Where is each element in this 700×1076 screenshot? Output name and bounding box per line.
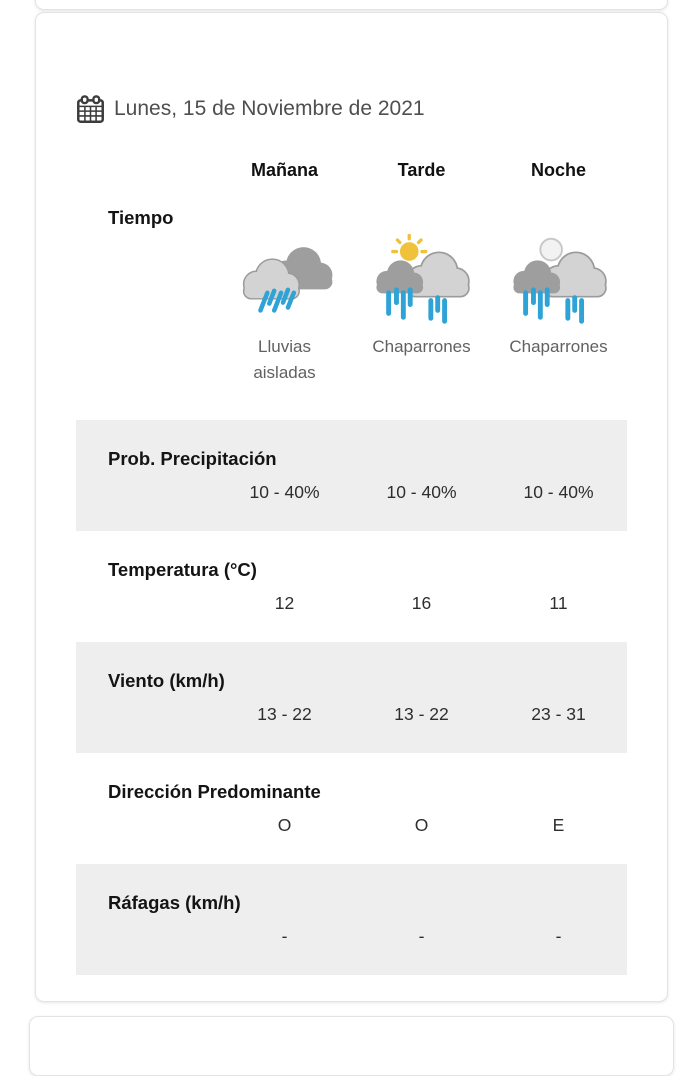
weather-icons-row xyxy=(76,234,627,326)
day-header[interactable] xyxy=(76,94,627,124)
next-day-card-edge[interactable] xyxy=(29,1016,674,1076)
row-values xyxy=(76,482,627,503)
forecast-card-content xyxy=(36,94,667,975)
row-label: Viento (km/h) xyxy=(108,670,225,691)
calendar-icon xyxy=(76,95,105,124)
row-wind-direction xyxy=(76,753,627,864)
column-header-noche: Noche xyxy=(530,160,586,180)
value-cell: 23 - 31 xyxy=(531,704,586,724)
value-cell: 16 xyxy=(411,593,432,613)
row-values xyxy=(76,704,627,725)
column-headers xyxy=(76,160,627,182)
weather-captions-row xyxy=(76,334,627,388)
value-cell: 13 - 22 xyxy=(394,704,449,724)
column-header-tarde: Tarde xyxy=(397,160,446,180)
sun-glyph xyxy=(392,235,425,261)
value-cell: O xyxy=(414,815,429,835)
date-label: Lunes, 15 de Noviembre de 2021 xyxy=(114,97,425,120)
forecast-day-card xyxy=(35,12,668,1002)
day-showers-icon xyxy=(368,234,476,326)
row-values xyxy=(76,593,627,614)
row-temperature xyxy=(76,531,627,642)
column-header-manana: Mañana xyxy=(250,160,319,180)
moon-glyph xyxy=(540,239,562,261)
value-cell: - xyxy=(418,926,425,946)
row-precipitation xyxy=(76,420,627,531)
weather-caption: Chaparrones xyxy=(509,337,608,356)
row-label: Ráfagas (km/h) xyxy=(108,892,241,913)
weather-caption: Chaparrones xyxy=(372,337,471,356)
isolated-rain-icon xyxy=(231,234,339,326)
row-label: Prob. Precipitación xyxy=(108,448,277,469)
value-cell: 10 - 40% xyxy=(523,482,594,502)
row-values xyxy=(76,926,627,947)
value-cell: - xyxy=(281,926,288,946)
value-cell: 10 - 40% xyxy=(386,482,457,502)
value-cell: 12 xyxy=(274,593,295,613)
row-label: Temperatura (°C) xyxy=(108,559,257,580)
row-wind xyxy=(76,642,627,753)
value-cell: O xyxy=(277,815,292,835)
row-values xyxy=(76,815,627,836)
row-label: Dirección Predominante xyxy=(108,781,321,802)
weather-row-label: Tiempo xyxy=(108,207,174,228)
previous-day-card-edge[interactable] xyxy=(35,0,668,10)
value-cell: 10 - 40% xyxy=(249,482,320,502)
value-cell: - xyxy=(555,926,562,946)
weather-caption: Lluvias aisladas xyxy=(253,337,316,383)
value-cell: 13 - 22 xyxy=(257,704,312,724)
night-showers-icon xyxy=(505,234,613,326)
value-cell: E xyxy=(552,815,565,835)
row-gusts xyxy=(76,864,627,975)
value-cell: 11 xyxy=(549,593,568,613)
